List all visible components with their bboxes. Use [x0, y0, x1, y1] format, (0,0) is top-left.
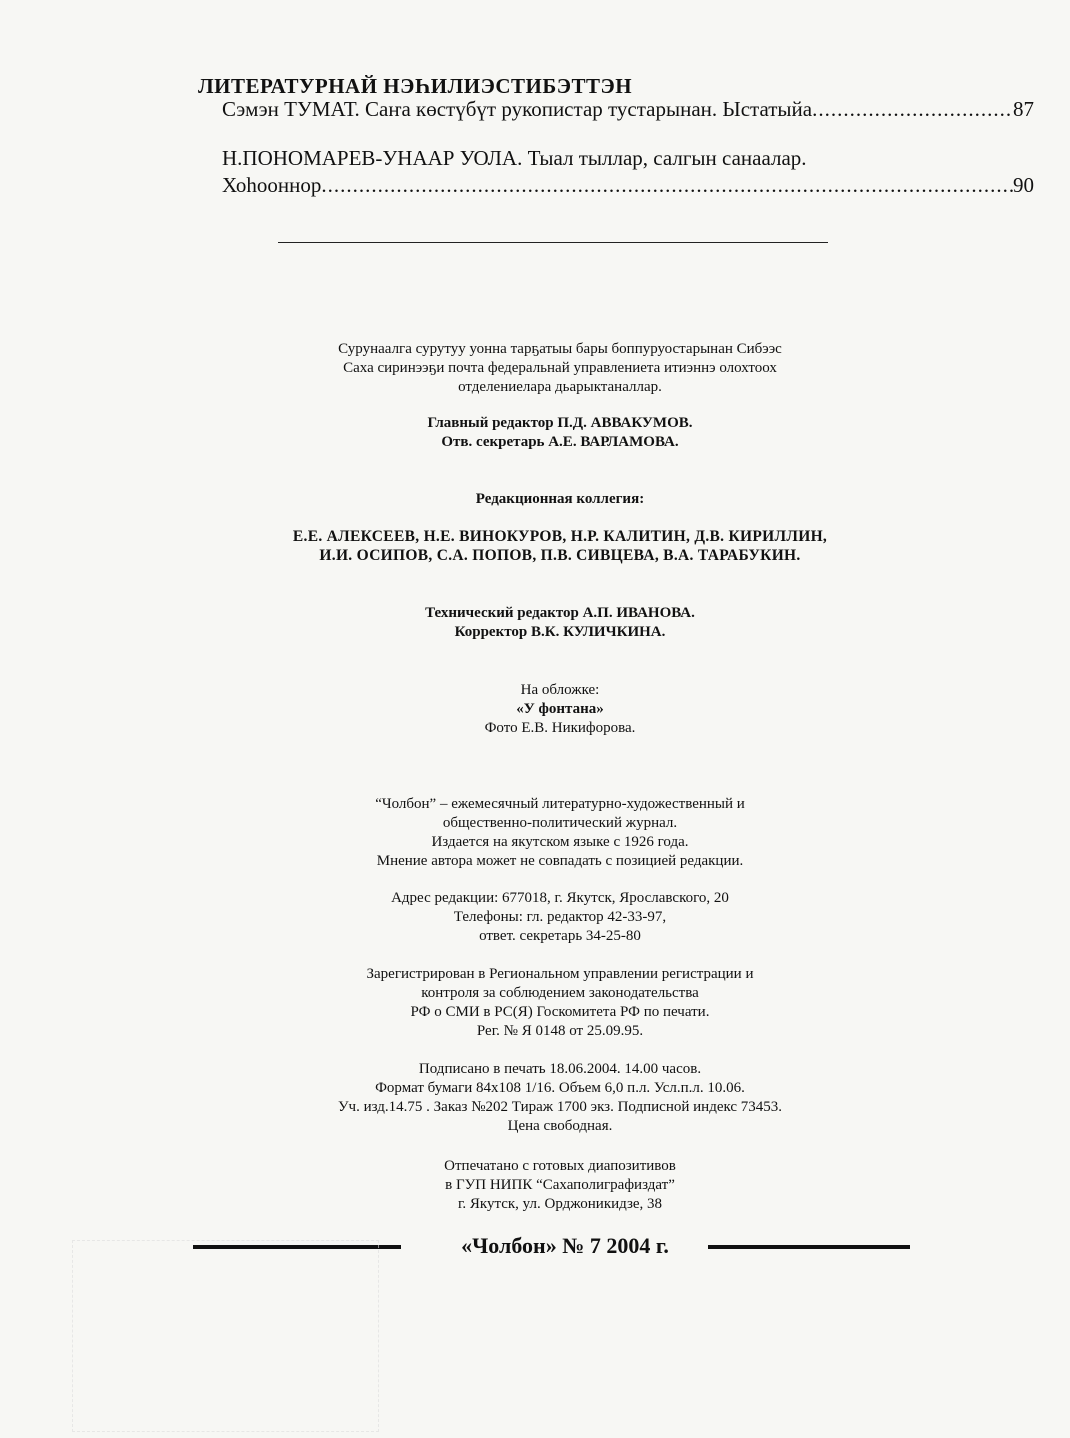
text-line: Рег. № Я 0148 от 25.09.95. — [476, 1023, 644, 1039]
print-details — [0, 1060, 1070, 1136]
text-line: в ГУП НИПК “Сахаполиграфиздат” — [445, 1177, 675, 1193]
toc-entry-page: 87 — [1013, 97, 1034, 121]
text-line: Мнение автора может не совпадать с позицией редакции. — [376, 853, 744, 869]
text-line: Издается на якутском языке с 1926 года. — [431, 834, 689, 850]
photo-credit: Фото Е.В. Никифорова. — [484, 720, 636, 736]
text-line: ответ. секретарь 34-25-80 — [479, 928, 641, 944]
tech-editor: Технический редактор А.П. ИВАНОВА. — [425, 605, 695, 621]
toc-entry-title: Н.ПОНОМАРЕВ-УНААР УОЛА. Тыал тыллар, салгын санаалар. — [222, 146, 807, 170]
text-line: Телефоны: гл. редактор 42-33-97, — [453, 909, 667, 925]
tech-staff — [0, 604, 1070, 642]
text-line: Саха сиринээҕи почта федеральнай управлениета итиэннэ олохтоох — [343, 360, 777, 376]
text-line: Зарегистрирован в Региональном управлении регистрации и — [366, 966, 754, 982]
text-line: контроля за соблюдением законодательства — [421, 985, 699, 1001]
text-line: И.И. ОСИПОВ, С.А. ПОПОВ, П.В. СИВЦЕВА, В.А. ТАРАБУКИН. — [319, 547, 801, 564]
toc-entry-title-continued: Хоһооннор — [222, 173, 322, 197]
editorial-address — [0, 889, 1070, 946]
editorial-board — [0, 527, 1070, 565]
toc-section-heading: ЛИТЕРАТУРНАЙ НЭҺИЛИЭСТИБЭТТЭН — [198, 74, 633, 98]
text-line: отделениелара дьарыктаналлар. — [458, 379, 662, 395]
text-line: Уч. изд.14.75 . Заказ №202 Тираж 1700 экз. Подписной индекс 73453. — [337, 1099, 783, 1115]
cover-label: На обложке: — [520, 682, 600, 698]
board-title: Редакционная коллегия: — [475, 491, 645, 507]
text-line: Подписано в печать 18.06.2004. 14.00 часов. — [418, 1061, 702, 1077]
toc-entry — [222, 145, 1034, 199]
printer-info — [0, 1157, 1070, 1214]
cover-title: «У фонтана» — [516, 701, 604, 717]
editors-block — [0, 414, 1070, 452]
toc-entry-title: Сэмэн ТУМАТ. Саҥа көстүбүт рукопистар тустарынан. Ыстатыйа — [222, 97, 813, 121]
divider-rule — [278, 242, 828, 243]
toc-leader-dots — [321, 172, 1013, 199]
registration-info — [0, 965, 1070, 1041]
text-line: РФ о СМИ в РС(Я) Госкомитета РФ по печати. — [410, 1004, 710, 1020]
text-line: Е.Е. АЛЕКСЕЕВ, Н.Е. ВИНОКУРОВ, Н.Р. КАЛИТИН, Д.В. КИРИЛЛИН, — [292, 528, 828, 545]
text-line: Адрес редакции: 677018, г. Якутск, Ярославского, 20 — [391, 890, 729, 906]
text-line: общественно-политический журнал. — [442, 815, 678, 831]
faint-stamp-mark — [72, 1240, 379, 1432]
cover-credit — [0, 681, 1070, 738]
secretary: Отв. секретарь А.Е. ВАРЛАМОВА. — [441, 434, 679, 450]
text-line: “Чолбон” – ежемесячный литературно-художественный и — [375, 796, 745, 812]
text-line: Цена свободная. — [507, 1118, 613, 1134]
text-line: г. Якутск, ул. Орджоникидзе, 38 — [457, 1196, 663, 1212]
toc-entry — [222, 96, 1034, 123]
footer-rule-right — [708, 1245, 910, 1249]
issue-footer: «Чолбон» № 7 2004 г. — [461, 1233, 669, 1258]
toc-leader-dots — [812, 96, 1013, 123]
journal-description — [0, 795, 1070, 871]
toc-entry-page: 90 — [1013, 173, 1034, 197]
text-line: Отпечатано с готовых диапозитивов — [444, 1158, 676, 1174]
proofreader: Корректор В.К. КУЛИЧКИНА. — [454, 624, 666, 640]
text-line: Формат бумаги 84х108 1/16. Объем 6,0 п.л. Усл.п.л. 10.06. — [375, 1080, 745, 1096]
subscription-note — [0, 340, 1070, 397]
chief-editor: Главный редактор П.Д. АВВАКУМОВ. — [427, 415, 693, 431]
text-line: Сурунаалга сурутуу уонна тарҕатыы бары боппуруостарынан Сибээс — [338, 341, 782, 357]
